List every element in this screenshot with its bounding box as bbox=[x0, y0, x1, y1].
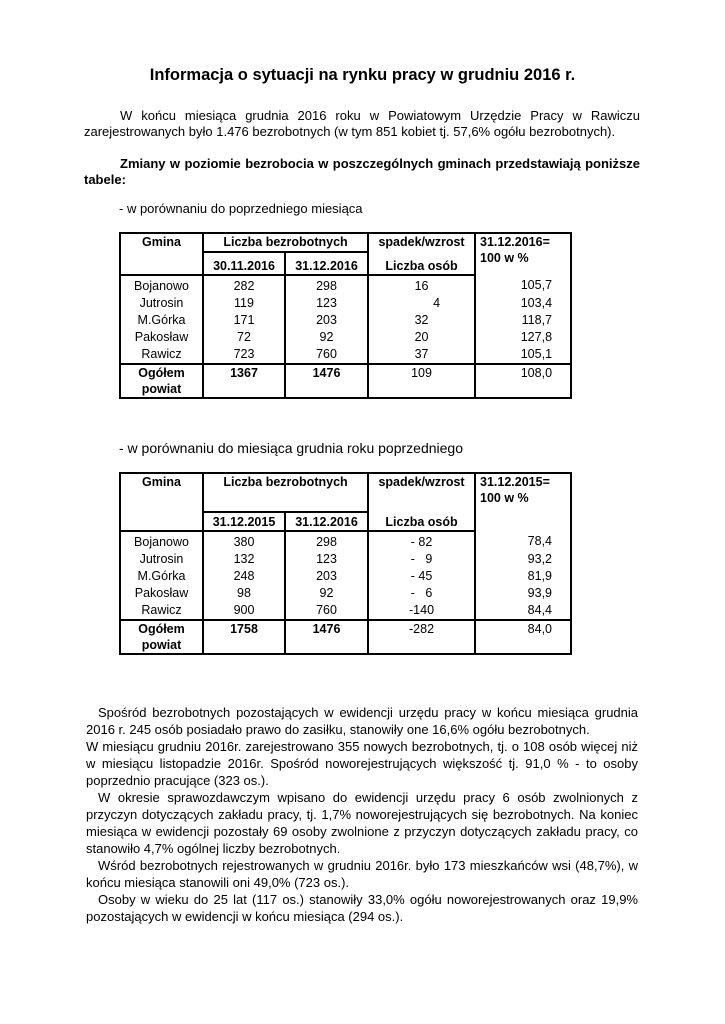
total-diff: -282 bbox=[368, 620, 475, 654]
table-row bbox=[120, 568, 571, 585]
total-diff: 109 bbox=[368, 364, 475, 398]
cell-pct: 105,1 bbox=[475, 346, 571, 364]
header-date2: 31.12.2016 bbox=[285, 512, 368, 531]
cell-d2: 298 bbox=[285, 531, 368, 551]
cell-d2: 92 bbox=[285, 329, 368, 346]
table2-subtitle: - w porównaniu do miesiąca grudnia roku poprzedniego bbox=[119, 440, 463, 456]
table-row bbox=[120, 602, 571, 620]
summary-paragraph: Osoby w wieku do 25 lat (117 os.) stanowiły 33,0% ogółu noworejestrowanych oraz 19,9% pozostających w ewidencji w końcu miesiąca (294 os.). bbox=[86, 892, 638, 924]
header-gmina: Gmina bbox=[120, 473, 203, 512]
cell-d1: 119 bbox=[203, 295, 285, 312]
table-row bbox=[120, 551, 571, 568]
cell-pct: 93,2 bbox=[475, 551, 571, 568]
cell-d2: 298 bbox=[285, 275, 368, 295]
table-month-comparison bbox=[119, 232, 572, 399]
table-row bbox=[120, 585, 571, 602]
summary-paragraph: Spośród bezrobotnych pozostających w ewidencji urzędu pracy w końcu miesiąca grudnia 2016 r. 245 osób posiadało prawo do zasiłku, stanowiły one 16,6% ogółu bezrobotnych. bbox=[86, 705, 638, 737]
cell-gmina: Pakosław bbox=[120, 585, 203, 602]
cell-pct: 93,9 bbox=[475, 585, 571, 602]
header-spadek: spadek/wzrost bbox=[368, 473, 475, 512]
cell-gmina: Bojanowo bbox=[120, 275, 203, 295]
total-label bbox=[120, 620, 203, 654]
total-d1: 1367 bbox=[203, 364, 285, 398]
table1-subtitle: - w porównaniu do poprzedniego miesiąca bbox=[119, 201, 363, 216]
cell-d2: 760 bbox=[285, 602, 368, 620]
header-liczba-osob: Liczba osób bbox=[368, 252, 475, 275]
cell-d2: 123 bbox=[285, 295, 368, 312]
cell-gmina: Jutrosin bbox=[120, 551, 203, 568]
cell-d1: 98 bbox=[203, 585, 285, 602]
cell-d1: 72 bbox=[203, 329, 285, 346]
table-total-row bbox=[120, 620, 571, 654]
changes-heading: Zmiany w poziomie bezrobocia w poszczególnych gminach przedstawiają poniższe tabele: bbox=[84, 156, 640, 187]
header-liczba: Liczba bezrobotnych bbox=[203, 233, 368, 252]
cell-d1: 723 bbox=[203, 346, 285, 364]
cell-gmina: M.Górka bbox=[120, 568, 203, 585]
document-title: Informacja o sytuacji na rynku pracy w grudniu 2016 r. bbox=[149, 66, 576, 84]
summary-paragraph: W miesiącu grudniu 2016r. zarejestrowano 355 nowych bezrobotnych, tj. o 108 osób więcej niż w miesiącu listopadzie 2016r. Spośród noworejestrujących większość tj. 91,0 % - to osoby poprzednio pracujące (323 os.). bbox=[86, 739, 638, 788]
header-spadek: spadek/wzrost bbox=[368, 233, 475, 252]
cell-d2: 203 bbox=[285, 312, 368, 329]
header-date2: 31.12.2016 bbox=[285, 252, 368, 275]
cell-d1: 132 bbox=[203, 551, 285, 568]
header-date1: 31.12.2015 bbox=[203, 512, 285, 531]
header-liczba-osob: Liczba osób bbox=[368, 512, 475, 531]
cell-diff: 32 bbox=[368, 312, 475, 329]
cell-d2: 760 bbox=[285, 346, 368, 364]
cell-d1: 380 bbox=[203, 531, 285, 551]
cell-d1: 171 bbox=[203, 312, 285, 329]
cell-gmina: M.Górka bbox=[120, 312, 203, 329]
cell-diff: - 9 bbox=[368, 551, 475, 568]
header-liczba: Liczba bezrobotnych bbox=[203, 473, 368, 512]
cell-gmina: Jutrosin bbox=[120, 295, 203, 312]
cell-d2: 123 bbox=[285, 551, 368, 568]
cell-d1: 282 bbox=[203, 275, 285, 295]
cell-pct: 81,9 bbox=[475, 568, 571, 585]
total-pct: 84,0 bbox=[475, 620, 571, 654]
cell-d2: 203 bbox=[285, 568, 368, 585]
header-percent: 31.12.2016= 100 w % bbox=[475, 233, 571, 275]
table-year-comparison bbox=[119, 472, 572, 655]
cell-pct: 127,8 bbox=[475, 329, 571, 346]
total-label-line2: powiat bbox=[141, 382, 182, 396]
cell-pct: 103,4 bbox=[475, 295, 571, 312]
table-row bbox=[120, 275, 571, 295]
cell-diff: - 6 bbox=[368, 585, 475, 602]
cell-diff: 4 bbox=[368, 295, 475, 312]
table-row bbox=[120, 531, 571, 551]
table-header-row bbox=[120, 233, 571, 252]
cell-pct: 105,7 bbox=[475, 275, 571, 295]
cell-d2: 92 bbox=[285, 585, 368, 602]
summary-text bbox=[86, 704, 638, 925]
total-d1: 1758 bbox=[203, 620, 285, 654]
total-label bbox=[120, 364, 203, 398]
cell-d1: 248 bbox=[203, 568, 285, 585]
cell-diff: 20 bbox=[368, 329, 475, 346]
cell-diff: - 45 bbox=[368, 568, 475, 585]
total-pct: 108,0 bbox=[475, 364, 571, 398]
table-total-row bbox=[120, 364, 571, 398]
cell-d1: 900 bbox=[203, 602, 285, 620]
table-row bbox=[120, 329, 571, 346]
summary-paragraph: W okresie sprawozdawczym wpisano do ewidencji urzędu pracy 6 osób zwolnionych z przyczyn dotyczących zakładu pracy, tj. 1,7% noworejestrujących się bezrobotnych. Na koniec miesiąca w ewidencji pozostały 69 osoby zwolnione z przyczyn dotyczących zakładu pracy, co stanowiło 4,7% ogólnej liczby bezrobotnych. bbox=[86, 790, 638, 856]
cell-diff: 37 bbox=[368, 346, 475, 364]
total-d2: 1476 bbox=[285, 620, 368, 654]
cell-pct: 84,4 bbox=[475, 602, 571, 620]
cell-gmina: Pakosław bbox=[120, 329, 203, 346]
summary-paragraph: Wśród bezrobotnych rejestrowanych w grudniu 2016r. było 173 mieszkańców wsi (48,7%), w końcu miesiąca stanowili oni 49,0% (723 os.). bbox=[86, 858, 638, 890]
cell-pct: 78,4 bbox=[475, 531, 571, 551]
cell-gmina: Rawicz bbox=[120, 346, 203, 364]
cell-gmina: Rawicz bbox=[120, 602, 203, 620]
table-row bbox=[120, 295, 571, 312]
header-date1: 30.11.2016 bbox=[203, 252, 285, 275]
header-percent: 31.12.2015= 100 w % bbox=[475, 473, 571, 531]
table-row bbox=[120, 312, 571, 329]
cell-diff: - 82 bbox=[368, 531, 475, 551]
cell-diff: -140 bbox=[368, 602, 475, 620]
table-row bbox=[120, 346, 571, 364]
total-label-line2: powiat bbox=[141, 638, 182, 652]
cell-pct: 118,7 bbox=[475, 312, 571, 329]
header-gmina: Gmina bbox=[120, 233, 203, 252]
table-header-row bbox=[120, 473, 571, 512]
cell-gmina: Bojanowo bbox=[120, 531, 203, 551]
intro-paragraph: W końcu miesiąca grudnia 2016 roku w Powiatowym Urzędzie Pracy w Rawiczu zarejestrowanych było 1.476 bezrobotnych (w tym 851 kobiet tj. 57,6% ogółu bezrobotnych). bbox=[84, 108, 640, 139]
total-label-line1: Ogółem bbox=[138, 622, 185, 636]
cell-diff: 16 bbox=[368, 275, 475, 295]
total-d2: 1476 bbox=[285, 364, 368, 398]
total-label-line1: Ogółem bbox=[138, 366, 185, 380]
